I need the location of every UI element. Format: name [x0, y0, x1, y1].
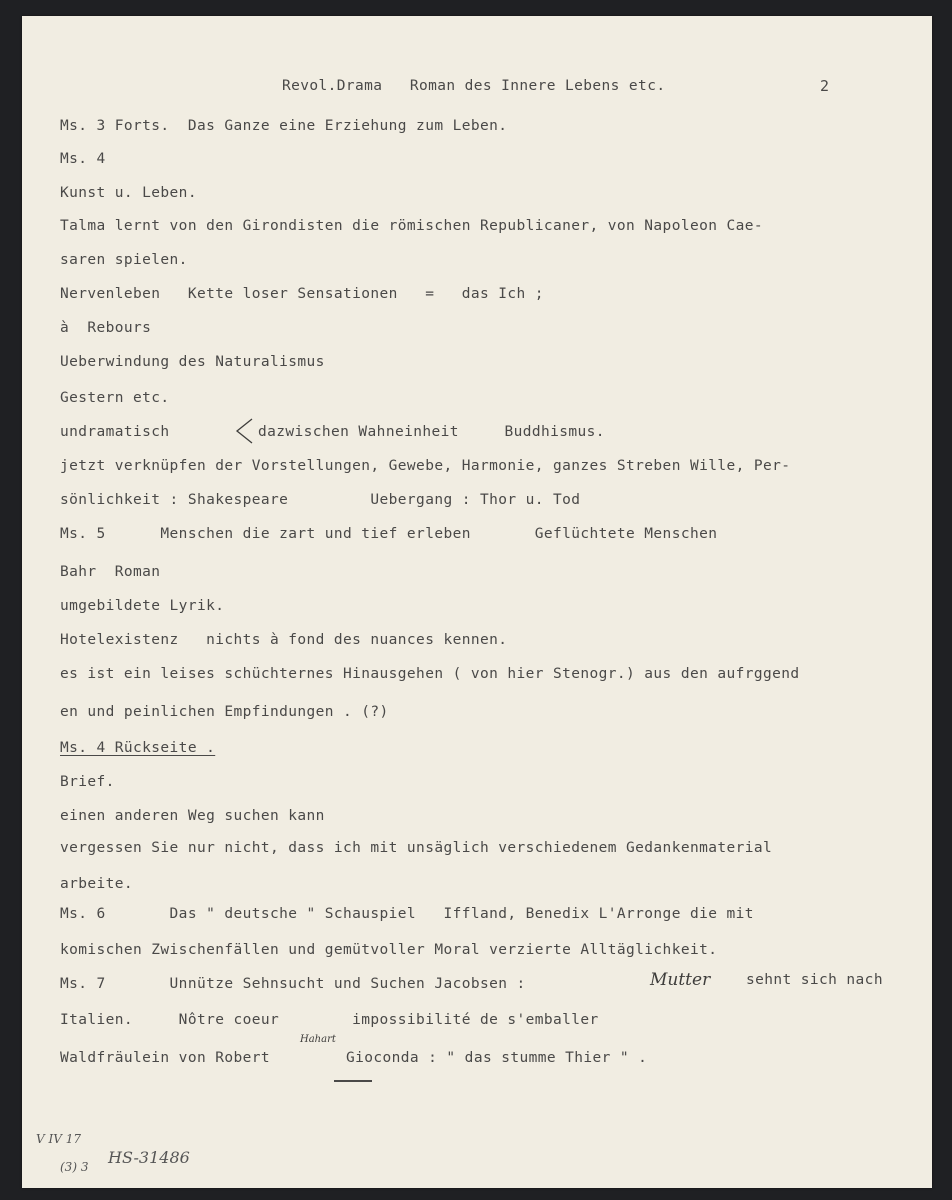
text-line: Ms. 3 Forts. Das Ganze eine Erziehung zum Leben.: [60, 118, 508, 134]
text-line: Ms. 7 Unnütze Sehnsucht und Suchen Jacobsen :: [60, 976, 526, 992]
text-line: vergessen Sie nur nicht, dass ich mit unsäglich verschiedenem Gedankenmaterial: [60, 840, 773, 856]
text-line: saren spielen.: [60, 252, 188, 268]
header-title: Revol.Drama Roman des Innere Lebens etc.: [282, 78, 666, 94]
text-line: Gestern etc.: [60, 390, 170, 406]
text-line: dazwischen Wahneinheit Buddhismus.: [258, 424, 605, 440]
text-line: Ms. 5 Menschen die zart und tief erleben Geflüchtete Menschen: [60, 526, 718, 542]
text-line: sönlichkeit : Shakespeare Uebergang : Thor u. Tod: [60, 492, 581, 508]
text-line: Talma lernt von den Girondisten die römischen Republicaner, von Napoleon Cae-: [60, 218, 763, 234]
text-line: Ms. 4: [60, 151, 106, 167]
section-heading: Ms. 4 Rückseite .: [60, 740, 216, 756]
text-line: à Rebours: [60, 320, 152, 336]
text-line: Hotelexistenz nichts à fond des nuances kennen.: [60, 632, 508, 648]
text-line: Brief.: [60, 774, 115, 790]
text-line: en und peinlichen Empfindungen . (?): [60, 704, 389, 720]
text-line: Ueberwindung des Naturalismus: [60, 354, 325, 370]
text-line: undramatisch: [60, 424, 170, 440]
text-line: Bahr Roman: [60, 564, 161, 580]
text-line: Gioconda : " das stumme Thier " .: [346, 1050, 648, 1066]
text-line: Nervenleben Kette loser Sensationen = das Ich ;: [60, 286, 544, 302]
handwritten-superscript: Hahart: [300, 1034, 336, 1045]
archive-shelfmark: HS-31486: [108, 1148, 190, 1167]
archive-sub-mark: (3) 3: [60, 1160, 89, 1174]
text-line: Waldfräulein von Robert: [60, 1050, 270, 1066]
text-line: einen anderen Weg suchen kann: [60, 808, 325, 824]
text-line: Ms. 6 Das " deutsche " Schauspiel Iffland, Benedix L'Arronge die mit: [60, 906, 754, 922]
text-line: umgebildete Lyrik.: [60, 598, 225, 614]
text-line: jetzt verknüpfen der Vorstellungen, Gewebe, Harmonie, ganzes Streben Wille, Per-: [60, 458, 791, 474]
text-line: arbeite.: [60, 876, 134, 892]
text-line: Kunst u. Leben.: [60, 185, 197, 201]
handwritten-name-insert: Mutter: [650, 970, 711, 990]
archive-roman-mark: V IV 17: [36, 1132, 81, 1146]
text-line: komischen Zwischenfällen und gemütvoller Moral verzierte Alltäglichkeit.: [60, 942, 718, 958]
divider-line: [334, 1080, 372, 1082]
text-line: sehnt sich nach: [746, 972, 883, 988]
page-number: 2: [820, 77, 830, 95]
text-line: es ist ein leises schüchternes Hinausgehen ( von hier Stenogr.) aus den aufrggend: [60, 666, 800, 682]
text-line: Italien. Nôtre coeur impossibilité de s'emballer: [60, 1012, 599, 1028]
handwritten-bracket-mark: [232, 416, 256, 446]
